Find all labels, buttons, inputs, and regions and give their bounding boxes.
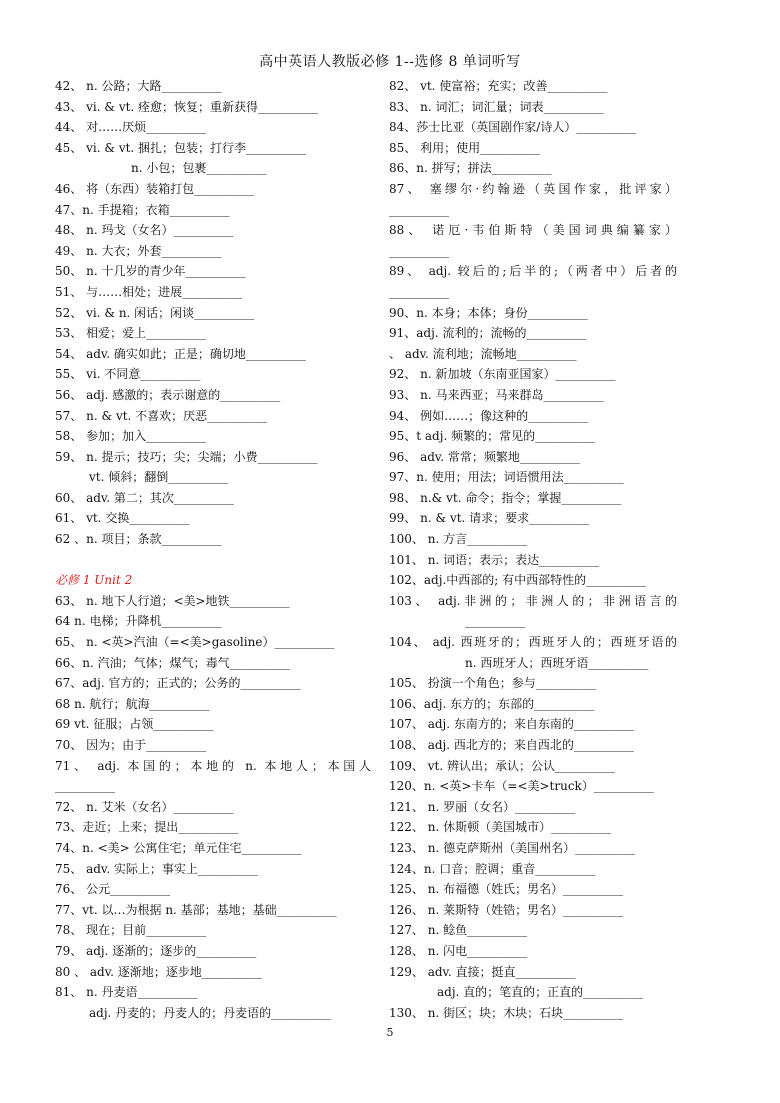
vocab-entry: 82、 vt. 使富裕；充实；改善__________ [389, 79, 608, 93]
vocab-entry: 63、 n. 地下人行道；<美>地铁__________ [55, 593, 290, 608]
vocab-entry: n. 西班牙人；西班牙语__________ [465, 655, 649, 670]
vocab-entry: 98、 n.& vt. 命令；指令；掌握__________ [389, 490, 622, 505]
vocab-entry: 92、 n. 新加坡（东南亚国家）__________ [389, 367, 616, 382]
vocab-entry: __________ [55, 779, 115, 794]
vocab-entry: n. 小包；包裹__________ [131, 161, 267, 176]
vocab-entry: 42、 n. 公路；大路__________ [55, 79, 222, 93]
vocab-entry: 79、 adj. 逐渐的；逐步的__________ [55, 943, 257, 958]
vocab-entry: 86、n. 拼写；拼法__________ [389, 161, 552, 176]
vocab-entry: 52、 vi. & n. 闲话；闲谈__________ [55, 305, 255, 320]
vocab-entry: 96、 adv. 常常；频繁地__________ [389, 449, 580, 464]
vocab-entry: 72、 n. 艾米（女名）__________ [55, 799, 234, 814]
vocab-entry: 61、 vt. 交换__________ [55, 511, 190, 526]
vocab-entry: 108、 adj. 西北方的；来自西北的__________ [389, 738, 634, 752]
vocab-entry: 128、 n. 闪电__________ [389, 943, 528, 958]
vocab-entry: 71、 adj. 本国的；本地的 n. 本地人；本国人 [55, 758, 371, 773]
vocab-entry: 94、 例如……；像这种的__________ [389, 408, 589, 423]
vocab-entry: 124、n. 口音；腔调；重音__________ [389, 861, 596, 876]
vocab-entry: 77、vt. 以…为根据 n. 基部；基地；基础__________ [55, 902, 337, 917]
vocab-entry: 59、 n. 提示；技巧；尖；尖端；小费__________ [55, 449, 318, 464]
vocab-entry: 81、 n. 丹麦语__________ [55, 985, 198, 1000]
vocab-entry: 70、 因为；由于__________ [55, 738, 207, 752]
vocab-entry: 89、 adj. 较后的;后半的;（两者中）后者的 [389, 264, 677, 279]
vocab-entry: __________ [389, 284, 449, 299]
vocab-entry: 78、 现在；目前__________ [55, 923, 207, 938]
vocab-entry: __________ [389, 202, 449, 217]
vocab-entry: 50、 n. 十几岁的青少年__________ [55, 264, 246, 279]
vocab-entry: 46、 将（东西）装箱打包__________ [55, 181, 255, 196]
vocab-entry: 69 vt. 征服；占领__________ [55, 717, 214, 732]
vocab-entry: 97、n. 使用；用法；词语惯用法__________ [389, 470, 624, 485]
vocab-entry: 65、 n. <英>汽油（=<美>gasoline）__________ [55, 635, 335, 650]
vocab-entry: 57、 n. & vt. 不喜欢；厌恶__________ [55, 408, 268, 423]
vocab-entry: 64 n. 电梯；升降机__________ [55, 614, 222, 629]
vocab-entry: 106、adj. 东方的；东部的__________ [389, 696, 595, 711]
vocab-entry: 62 、n. 项目；条款__________ [55, 532, 222, 547]
vocab-entry: vt. 倾斜；翻倒__________ [89, 470, 229, 485]
vocab-entry: 85、 利用；使用__________ [389, 140, 541, 155]
vocab-entry: 107、 adj. 东南方的；来自东南的__________ [389, 717, 634, 732]
vocab-entry: 53、 相爱；爱上__________ [55, 326, 207, 341]
vocab-entry: 58、 参加；加入__________ [55, 429, 207, 444]
vocab-entry: 48、 n. 玛戈（女名）__________ [55, 223, 234, 238]
vocab-entry: 75、 adv. 实际上；事实上__________ [55, 861, 258, 876]
vocab-entry: 87、 塞缪尔·约翰逊（英国作家，批评家） [389, 181, 677, 196]
vocab-entry: 、 adv. 流利地；流畅地__________ [389, 346, 577, 361]
vocab-entry: 80 、 adv. 逐渐地；逐步地__________ [55, 964, 262, 979]
vocab-entry: 121、 n. 罗丽（女名）__________ [389, 799, 576, 814]
page-number: 5 [386, 1026, 394, 1039]
vocab-entry: 99、 n. & vt. 请求；要求__________ [389, 511, 590, 526]
vocab-entry: 47、n. 手提箱；衣箱__________ [55, 202, 230, 217]
vocab-entry: adj. 直的；笔直的；正直的__________ [437, 985, 644, 1000]
vocab-entry: __________ [465, 614, 525, 629]
vocab-entry: 103、 adj.非洲的；非洲人的；非洲语言的 [389, 593, 677, 608]
vocab-entry: 122、 n. 休斯顿（美国城市）__________ [389, 820, 612, 835]
right-column [389, 76, 677, 1023]
vocab-entry: 102、adj.中西部的; 有中西部特性的__________ [389, 573, 647, 588]
vocab-entry: 104、 adj. 西班牙的；西班牙人的；西班牙语的 [389, 635, 677, 650]
spacer [55, 550, 371, 571]
vocab-entry: 73、走近；上来；提出__________ [55, 820, 239, 835]
page-title: 高中英语人教版必修 1--选修 8 单词听写 [259, 54, 521, 70]
vocab-entry: 76、 公元__________ [55, 882, 171, 897]
vocab-entry: __________ [389, 243, 449, 258]
vocab-entry: 51、 与……相处；进展__________ [55, 284, 243, 299]
vocab-entry: 101、 n. 词语；表示；表达__________ [389, 552, 600, 567]
vocab-entry: 68 n. 航行；航海__________ [55, 696, 210, 711]
vocab-entry: 56、 adj. 感激的；表示谢意的__________ [55, 387, 281, 402]
vocab-entry: 49、 n. 大衣；外套__________ [55, 243, 222, 258]
vocab-entry: 129、 adv. 直接；挺直__________ [389, 964, 576, 979]
vocab-entry: 55、 vi. 不同意__________ [55, 367, 201, 382]
vocab-entry: 88、 诺厄·韦伯斯特（美国词典编纂家） [389, 223, 677, 238]
vocab-entry: 66、n. 汽油；气体；煤气；毒气__________ [55, 655, 290, 670]
vocab-entry: 125、 n. 布福德（姓氏；男名）__________ [389, 882, 624, 897]
vocab-entry: 130、 n. 街区；块；木块；石块__________ [389, 1005, 624, 1020]
vocab-entry: 100、 n. 方言__________ [389, 532, 528, 547]
vocab-entry: 127、 n. 鲶鱼__________ [389, 923, 528, 938]
vocab-entry: 84、莎士比亚（英国剧作家/诗人）__________ [389, 120, 637, 135]
vocab-entry: 120、n. <英>卡车（=<美>truck）__________ [389, 779, 654, 794]
vocab-entry: 91、adj. 流利的；流畅的__________ [389, 326, 587, 341]
vocab-entry: 83、 n. 词汇；词汇量；词表__________ [389, 99, 604, 114]
vocab-entry: 67、adj. 官方的；正式的；公务的__________ [55, 676, 301, 691]
vocab-entry: 105、 扮演一个角色；参与__________ [389, 676, 596, 691]
vocab-entry: 109、 vt. 辨认出；承认；公认__________ [389, 758, 615, 773]
section-heading: 必修 1 Unit 2 [55, 573, 133, 588]
vocab-entry: 95、t adj. 频繁的；常见的__________ [389, 429, 596, 444]
vocab-entry: 54、 adv. 确实如此；正是；确切地__________ [55, 346, 306, 361]
vocab-entry: adj. 丹麦的；丹麦人的；丹麦语的__________ [89, 1005, 332, 1020]
vocab-entry: 123、 n. 德克萨斯州（美国州名）__________ [389, 840, 636, 855]
vocab-entry: 44、 对……厌烦__________ [55, 120, 207, 135]
left-column [55, 76, 371, 1023]
vocab-entry: 90、n. 本身；本体；身份__________ [389, 305, 588, 320]
vocab-entry: 45、 vi. & vt. 捆扎；包装；打行李__________ [55, 140, 307, 155]
vocab-entry: 93、 n. 马来西亚；马来群岛__________ [389, 387, 604, 402]
vocab-entry: 43、 vi. & vt. 痊愈；恢复；重新获得__________ [55, 99, 319, 114]
vocab-entry: 60、 adv. 第二；其次__________ [55, 490, 234, 505]
vocab-entry: 126、 n. 莱斯特（姓锆；男名）__________ [389, 902, 624, 917]
vocab-entry: 74、n. <美> 公寓住宅；单元住宅__________ [55, 840, 302, 855]
